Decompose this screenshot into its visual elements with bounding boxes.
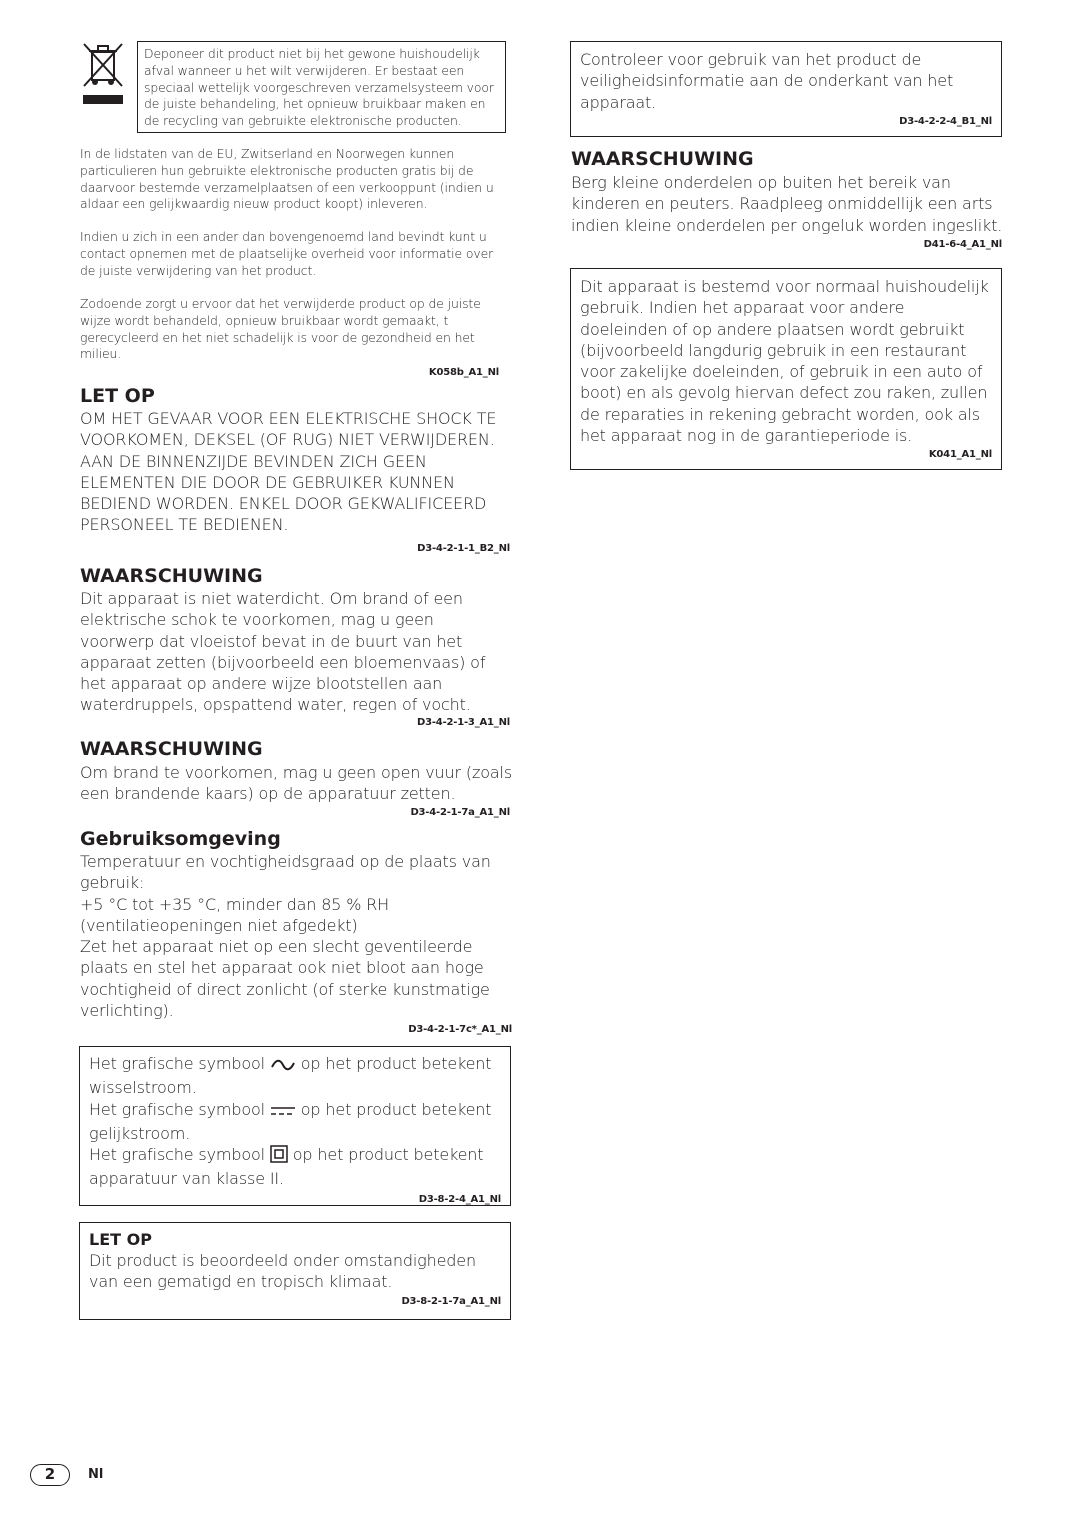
- page-number-badge: [30, 1464, 70, 1486]
- symbol-ac-pre: Het grafische symbool: [89, 1054, 265, 1073]
- climate-caution-text: Dit product is beoordeeld onder omstandigheden van een gematigd en tropisch klimaat.: [89, 1251, 476, 1292]
- environment-line-3: Zet het apparaat niet op een slecht geventileerde plaats en stel het apparaat ook niet bloot aan hoge vochtigheid of direct zonlicht (of sterke kunstmatige verlichting).: [80, 937, 490, 1021]
- symbol-dc-pre: Het grafische symbool: [89, 1099, 265, 1119]
- warning-water-heading: WAARSCHUWING: [80, 565, 263, 587]
- safety-info-text: Controleer voor gebruik van het product de veiligheidsinformatie aan de onderkant van het apparaat.: [580, 50, 954, 112]
- language-label: Nl: [88, 1467, 104, 1482]
- symbol-ac-post: op het product betekent wisselstroom.: [89, 1054, 492, 1098]
- disposal-box-text: Deponeer dit product niet bij het gewone huishoudelijk afval wanneer u het wilt verwijderen. Er bestaat een speciaal wettelijk voorgeschreven verzamelsysteem voor de juiste behandeling, het opnieuw bruikbaar maken en de recycling van gebruikte elektronische producten.: [144, 46, 494, 129]
- environment-line-2: +5 °C tot +35 °C, minder dan 85 % RH (ventilatieopeningen niet afgedekt): [80, 894, 390, 935]
- symbol-ac-line: [89, 1053, 501, 1099]
- direct-current-icon: [270, 1102, 296, 1123]
- warning-small-parts-code: D41-6-4_A1_Nl: [923, 239, 1002, 250]
- warning-small-parts-text: Berg kleine onderdelen op buiten het bereik van kinderen en peuters. Raadpleeg onmiddellijk een arts indien kleine onderdelen per ongeluk worden ingeslikt.: [571, 173, 1003, 235]
- class-ii-double-insulation-icon: [270, 1145, 288, 1168]
- symbols-code: D3-8-2-4_A1_Nl: [418, 1193, 501, 1205]
- let-op-code: D3-4-2-1-1_B2_Nl: [417, 543, 510, 554]
- warning-small-parts-heading: WAARSCHUWING: [571, 148, 754, 170]
- let-op-heading: LET OP: [80, 385, 155, 407]
- warning-water-code: D3-4-2-1-3_A1_Nl: [417, 717, 510, 728]
- warning-fire-heading: WAARSCHUWING: [80, 738, 263, 760]
- weee-crossed-bin-icon: [80, 40, 126, 106]
- symbol-class2-line: [89, 1144, 501, 1190]
- symbol-dc-line: [89, 1099, 501, 1145]
- environment-line-1: Temperatuur en vochtigheidsgraad op de plaats van gebruik:: [80, 852, 491, 893]
- alternating-current-icon: [270, 1056, 296, 1077]
- page-number: 2: [44, 1465, 56, 1483]
- climate-caution-code: D3-8-2-1-7a_A1_Nl: [401, 1295, 501, 1307]
- disposal-paragraph-2: Indien u zich in een ander dan bovengenoemd land bevindt kunt u contact opnemen met de plaatselijke overheid voor informatie over de juiste verwijdering van het product.: [80, 229, 494, 278]
- disposal-code: K058b_A1_Nl: [428, 367, 499, 378]
- warning-fire-text: Om brand te voorkomen, mag u geen open vuur (zoals een brandende kaars) op de apparatuur zetten.: [80, 763, 513, 804]
- safety-info-box: [570, 41, 1002, 137]
- environment-text: [80, 851, 520, 1021]
- climate-caution-heading: LET OP: [89, 1230, 152, 1249]
- disposal-paragraph-1: In de lidstaten van de EU, Zwitserland en Noorwegen kunnen particulieren hun gebruikte elektronische producten gratis bij de daarvoor bestemde verzamelplaatsen of een verkooppunt (indien u aldaar een gelijkwaardig nieuw product koopt) inleveren.: [80, 146, 494, 212]
- safety-info-code: D3-4-2-2-4_B1_Nl: [899, 115, 992, 127]
- let-op-text: OM HET GEVAAR VOOR EEN ELEKTRISCHE SHOCK TE VOORKOMEN, DEKSEL (OF RUG) NIET VERWIJDEREN. AAN DE BINNENZIJDE BEVINDEN ZICH GEEN ELEMENTEN DIE DOOR DE GEBRUIKER KUNNEN BEDIEND WORDEN. ENKEL DOOR GEKWALIFICEERD PERSONEEL TE BEDIENEN.: [80, 409, 497, 535]
- household-use-box: [570, 268, 1002, 470]
- symbols-box: [79, 1046, 511, 1206]
- symbol-dc-post: op het product betekent gelijkstroom.: [89, 1099, 492, 1143]
- warning-fire-code: D3-4-2-1-7a_A1_Nl: [410, 807, 510, 818]
- environment-heading: Gebruiksomgeving: [80, 828, 281, 850]
- household-use-text: Dit apparaat is bestemd voor normaal huishoudelijk gebruik. Indien het apparaat voor andere doeleinden of op andere plaatsen wordt gebruikt (bijvoorbeeld langdurig gebruik in een restaurant voor zakelijke doeleinden, of gebruik in een auto of boot) en als gevolg hiervan defect zou raken, zullen de reparaties in rekening gebracht worden, ook als het apparaat nog in de garantieperiode is.: [580, 277, 989, 446]
- household-use-code: K041_A1_Nl: [928, 449, 992, 461]
- environment-code: D3-4-2-1-7c*_A1_Nl: [408, 1024, 512, 1035]
- symbol-class2-pre: Het grafische symbool: [89, 1145, 265, 1165]
- disposal-notice-box: [137, 41, 506, 133]
- disposal-paragraph-3: Zodoende zorgt u ervoor dat het verwijderde product op de juiste wijze wordt behandeld, opnieuw bruikbaar wordt gemaakt, t gerecycleerd en het niet schadelijk is voor de gezondheid en het milieu.: [80, 296, 481, 362]
- warning-water-text: Dit apparaat is niet waterdicht. Om brand of een elektrische schok te voorkomen, mag u geen voorwerp dat vloeistof bevat in de buurt van het apparaat zetten (bijvoorbeeld een bloemenvaas) of het apparaat op andere wijze blootstellen aan waterdruppels, opspattend water, regen of vocht.: [80, 589, 486, 715]
- climate-caution-box: [79, 1222, 511, 1320]
- symbol-class2-post: op het product betekent apparatuur van klasse II.: [89, 1145, 484, 1189]
